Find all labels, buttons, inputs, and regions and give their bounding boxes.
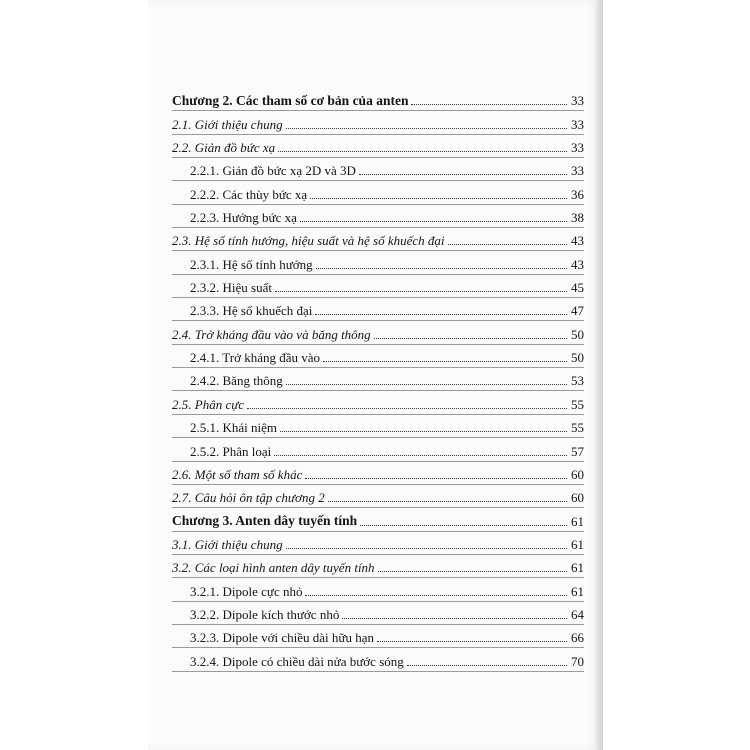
toc-page-number: 38 [571,210,584,226]
dot-leader [275,291,567,292]
toc-subsection-row [172,438,584,461]
toc-entry-title: 2.3.3. Hệ số khuếch đại [190,303,313,319]
toc-section-row [172,228,584,251]
toc-entry-title: 2.2. Giản đồ bức xạ [172,140,276,156]
toc-entry-title: 2.2.3. Hướng bức xạ [190,210,297,226]
toc-entry-title: 2.4.1. Trở kháng đầu vào [190,350,321,366]
toc-entry-title: Chương 2. Các tham số cơ bản của anten [172,92,409,108]
toc-subsection-row [172,158,584,181]
toc-entry-title: 2.3.1. Hệ số tính hướng [190,256,313,272]
toc-subsection-row [172,275,584,298]
toc-entry-title: 2.4.2. Băng thông [190,373,283,389]
toc-page-number: 47 [571,303,584,319]
toc-entry-title: 3.2. Các loại hình anten dây tuyến tính [172,560,375,576]
dot-leader [323,361,567,362]
dot-leader [316,268,567,269]
toc-subsection-row [172,181,584,204]
toc-entry-title: 2.5.2. Phân loại [190,443,272,459]
toc-page-number: 70 [571,653,584,669]
toc-entry-title: 3.2.3. Dipole với chiều dài hữu hạn [190,630,374,646]
toc-subsection-row [172,298,584,321]
toc-page-number: 50 [571,350,584,366]
table-of-contents [172,88,584,672]
toc-entry-title: 2.7. Câu hỏi ôn tập chương 2 [172,490,325,506]
toc-page-number: 57 [571,443,584,459]
toc-entry-title: 3.2.1. Dipole cực nhỏ [190,583,303,599]
dot-leader [274,455,567,456]
toc-subsection-row [172,648,584,671]
toc-section-row [172,391,584,414]
toc-page-number: 33 [571,93,584,109]
toc-entry-title: 2.3. Hệ số tính hướng, hiệu suất và hệ số khuếch đại [172,233,445,249]
toc-page-number: 45 [571,280,584,296]
toc-entry-title: 3.2.2. Dipole kích thước nhỏ [190,606,340,622]
dot-leader [247,408,567,409]
dot-leader [280,431,567,432]
toc-page-number: 61 [571,560,584,576]
toc-page-number: 33 [571,163,584,179]
toc-page-number: 36 [571,186,584,202]
toc-page-number: 66 [571,630,584,646]
toc-entry-title: 3.1. Giới thiệu chung [172,536,283,552]
page-edge-shadow [595,0,603,750]
toc-subsection-row [172,602,584,625]
toc-subsection-row [172,345,584,368]
dot-leader [411,104,567,105]
dot-leader [328,501,567,502]
dot-leader [286,548,567,549]
toc-subsection-row [172,578,584,601]
toc-subsection-row [172,205,584,228]
toc-section-row [172,555,584,578]
dot-leader [342,618,567,619]
toc-entry-title: 2.5.1. Khái niệm [190,420,278,436]
toc-chapter-row [172,508,584,531]
dot-leader [448,244,567,245]
toc-page-number: 64 [571,606,584,622]
toc-section-row [172,135,584,158]
toc-entry-title: 2.1. Giới thiệu chung [172,116,283,132]
toc-subsection-row [172,625,584,648]
toc-page-number: 60 [571,466,584,482]
dot-leader [315,314,567,315]
dot-leader [300,221,567,222]
toc-page-number: 60 [571,490,584,506]
toc-page-number: 33 [571,140,584,156]
toc-entry-title: 2.2.1. Giản đồ bức xạ 2D và 3D [190,163,356,179]
toc-page-number: 33 [571,116,584,132]
dot-leader [407,665,567,666]
dot-leader [374,338,567,339]
toc-page-number: 55 [571,420,584,436]
toc-page-number: 53 [571,373,584,389]
dot-leader [377,641,567,642]
dot-leader [359,174,567,175]
toc-page-number: 61 [571,536,584,552]
toc-page-number: 50 [571,326,584,342]
dot-leader [286,128,567,129]
toc-section-row [172,462,584,485]
toc-page-number: 61 [571,583,584,599]
toc-top-border [172,72,584,88]
toc-entry-title: Chương 3. Anten dây tuyến tính [172,513,358,529]
toc-section-row [172,485,584,508]
toc-entry-title: 3.2.4. Dipole có chiều dài nửa bước sóng [190,653,404,669]
toc-section-row [172,532,584,555]
toc-subsection-row [172,251,584,274]
dot-leader [286,384,567,385]
dot-leader [278,151,567,152]
toc-subsection-row [172,368,584,391]
toc-section-row [172,321,584,344]
toc-section-row [172,111,584,134]
toc-entry-title: 2.2.2. Các thùy bức xạ [190,186,308,202]
toc-subsection-row [172,415,584,438]
dot-leader [305,595,567,596]
toc-page-number: 55 [571,396,584,412]
toc-entry-title: 2.3.2. Hiệu suất [190,280,272,296]
toc-page-number: 61 [571,513,584,529]
toc-page-number: 43 [571,233,584,249]
dot-leader [378,571,567,572]
dot-leader [360,525,567,526]
toc-entry-title: 2.6. Một số tham số khác [172,466,303,482]
toc-page-number: 43 [571,256,584,272]
toc-entry-title: 2.4. Trở kháng đầu vào và băng thông [172,326,371,342]
toc-chapter-row [172,88,584,111]
dot-leader [305,478,567,479]
toc-entry-title: 2.5. Phân cực [172,396,245,412]
dot-leader [310,198,567,199]
